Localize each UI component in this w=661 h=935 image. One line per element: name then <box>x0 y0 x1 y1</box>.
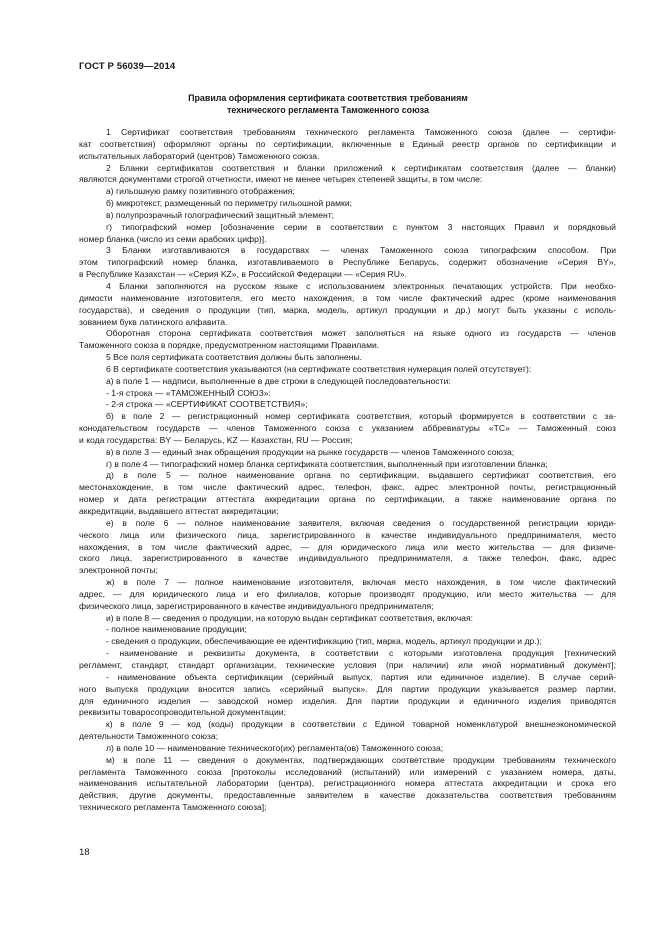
text-line: - полное наименование продукции; <box>106 624 247 635</box>
text-line: испытательных лабораторий (центров) Таможенного союза. <box>79 150 320 161</box>
text-line: технического регламента Таможенного союза]; <box>79 802 267 813</box>
text-line: этом типографский номер бланка, изготавливаемого в Республике Беларусь, содержит обозначение «Серия BY», <box>79 257 616 268</box>
text-line: ского лица, зарегистрированного в качестве индивидуального предпринимателя, а также телефон, факс, адрес <box>79 553 616 564</box>
text-line: к) в поле 9 — код (коды) продукции в соответствии с Единой товарной номенклатурой внешнеэкономической <box>106 719 616 730</box>
text-line: регламента Таможенного союза [протоколы исследований (испытаний) или измерений с указанием номера, даты, <box>79 766 616 777</box>
text-line: кат соответствия) оформляют органы по сертификации, включенные в Единый реестр органов по сертификации и <box>79 138 616 149</box>
text-line: Таможенного союза в порядке, предусмотренном настоящими Правилами. <box>79 340 380 351</box>
document-body <box>79 127 616 814</box>
text-line: ж) в поле 7 — полное наименование изготовителя, включая место нахождения, в том числе фактический <box>106 577 616 588</box>
text-line: зованием букв латинского алфавита. <box>79 316 228 327</box>
text-line: 5 Все поля сертификата соответствия должны быть заполнены. <box>106 352 363 363</box>
text-line: в Республике Казахстан — «Серия KZ», в Российской Федерации — «Серия RU». <box>79 269 408 280</box>
text-line: деятельности Таможенного союза; <box>79 731 219 742</box>
text-line: являются документами строгой отчетности, имеют не менее четырех степеней защиты, в том числе: <box>79 174 483 185</box>
page-number: 18 <box>79 847 90 858</box>
text-line: Оборотная сторона сертификата соответствия может заполняться на языке одного из государств — членов <box>106 328 616 339</box>
text-line: - наименование объекта сертификации (серийный выпуск, партия или единичное изделие). В случае серий- <box>106 671 616 682</box>
text-line: нахождения, в том числе фактический адрес, — для юридического лица или место жительства — для физиче- <box>79 541 616 552</box>
text-line: м) в поле 11 — сведения о документах, подтверждающих соответствие продукции требованиям технического <box>106 754 616 765</box>
text-line: для единичного изделия — заводской номер изделия. Для партии продукции и единичного изделия приводятся <box>79 695 616 706</box>
document-header: ГОСТ Р 56039—2014 <box>79 61 176 72</box>
text-line: конодательством государств — членов Таможенного союза с указанием аббревиатуры «ТС» — Таможенный союз <box>79 423 616 434</box>
text-line: 4 Бланки заполняются на русском языке с использованием электронных печатающих устройств. При необхо- <box>106 280 616 291</box>
text-line: димости наименование изготовителя, его место нахождения, в том числе фактический адрес (кроме наименования <box>79 292 616 303</box>
text-line: - 2-я строка — «СЕРТИФИКАТ СООТВЕТСТВИЯ»; <box>106 399 308 410</box>
text-line: д) в поле 5 — полное наименование органа по сертификации, выдавшего сертификат соответствия, его <box>106 470 616 481</box>
text-line: б) в поле 2 — регистрационный номер сертификата соответствия, который формируется в соответствии с за- <box>106 411 616 422</box>
text-line: б) микротекст, размещенный по периметру гильошной рамки; <box>106 198 353 209</box>
text-line: е) в поле 6 — полное наименование заявителя, включая сведения о государственной регистрации юриди- <box>106 517 616 528</box>
text-line: - сведения о продукции, обеспечивающие ее идентификацию (тип, марка, модель, артикул продукции и др.); <box>106 636 542 647</box>
text-line: - наименование и реквизиты документа, в соответствии с которыми изготовлена продукция [технический <box>106 648 616 659</box>
text-line: а) гильошную рамку позитивного отображения; <box>106 186 295 197</box>
text-line: 1 Сертификат соответствия требованиям технического регламента Таможенного союза (далее — сертифи- <box>106 127 616 137</box>
section-title-line-1: Правила оформления сертификата соответствия требованиям <box>188 93 468 103</box>
text-line: номер и дата регистрации аттестата аккредитации органа по сертификации, а также наименование органа по <box>79 494 616 505</box>
text-line: наименования испытательной лаборатории (центра), регистрационного номера аттестата аккредитации и срока его <box>79 778 616 789</box>
text-line: действия, другие документы, предоставленные заявителем в качестве доказательства соответствия требованиям <box>79 790 616 801</box>
text-line: г) в поле 4 — типографский номер бланка сертификата соответствия, выполненный при изготовлении бланка; <box>106 458 548 469</box>
text-line: 3 Бланки изготавливаются в государствах — членах Таможенного союза типографским способом. При <box>106 245 616 256</box>
text-line: ческого лица или физического лица, зарегистрированного в качестве индивидуального предпринимателя, место <box>79 529 616 540</box>
text-line: аккредитации, выдавшего аттестат аккредитации; <box>79 506 279 516</box>
text-line: номер бланка (число из семи арабских цифр)]. <box>79 233 267 244</box>
text-line: и) в поле 8 — сведения о продукции, на которую выдан сертификат соответствия, включая: <box>106 612 473 623</box>
text-line: 6 В сертификате соответствия указываются (на сертификате соответствия нумерация полей отсутствует): <box>106 363 532 374</box>
text-line: 2 Бланки сертификатов соответствия и бланки приложений к сертификатам соответствия (далее — бланки) <box>106 162 616 173</box>
section-title <box>79 93 577 116</box>
text-line: и кода государства: BY — Беларусь, KZ — Казахстан, RU — Россия; <box>79 434 353 445</box>
text-line: в) в поле 3 — единый знак обращения продукции на рынке государств — членов Таможенного союза; <box>106 446 515 457</box>
text-line: электронной почты; <box>79 565 159 576</box>
text-line: регламент, стандарт, стандарт организации, технические условия (при наличии) или иной нормативный документ]; <box>79 659 616 670</box>
text-line: адрес, — для юридического лица и его филиалов, которые производят продукцию, или место жительства — для <box>79 588 616 599</box>
text-line: ного выпуска продукции вносится запись «серийный выпуск». Для партии продукции указывается размер партии, <box>79 683 616 694</box>
text-line: в) полупрозрачный голографический защитный элемент; <box>106 209 335 220</box>
text-line: г) типографский номер [обозначение серии в соответствии с пунктом 3 настоящих Правил и порядковый <box>106 221 616 232</box>
text-line: реквизиты товаросопроводительной документации; <box>79 707 286 718</box>
text-line: государства), и сведения о продукции (тип, марка, модель, артикул продукции и др.) могут быть указаны с исполь- <box>79 304 616 315</box>
text-line: - 1-я строка — «ТАМОЖЕННЫЙ СОЮЗ»: <box>106 387 271 398</box>
text-line: физического лица, зарегистрированного в качестве индивидуального предпринимателя; <box>79 600 434 611</box>
text-line: местонахождение, в том числе фактический адрес, телефон, факс, адрес электронной почты, регистрационный <box>79 482 616 493</box>
section-title-line-2: технического регламента Таможенного союза <box>227 104 429 115</box>
text-line: а) в поле 1 — надписи, выполненные в две строки в следующей последовательности: <box>106 375 451 386</box>
text-line: л) в поле 10 — наименование технического(их) регламента(ов) Таможенного союза; <box>106 742 444 753</box>
